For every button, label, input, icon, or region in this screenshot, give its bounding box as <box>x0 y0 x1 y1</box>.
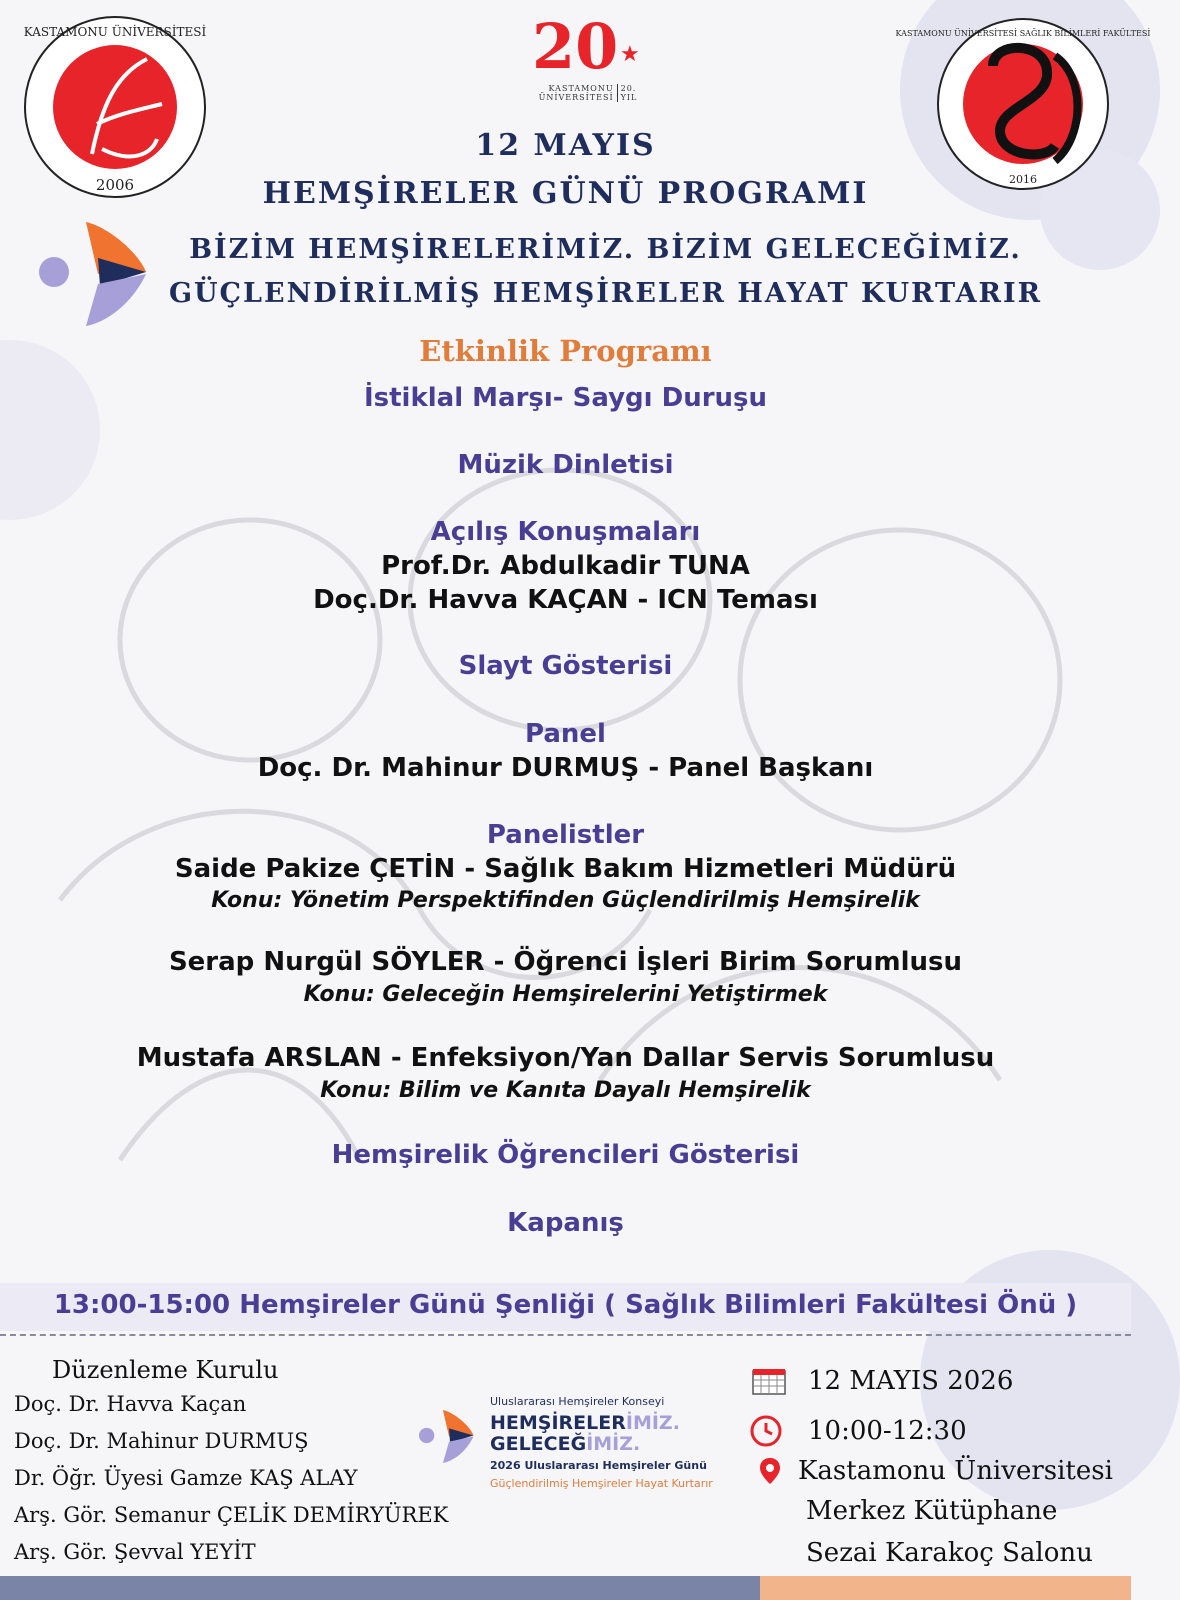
music-item: Müzik Dinletisi <box>457 450 674 480</box>
center-logo-line2: ÜNİVERSİTESİ <box>538 93 614 102</box>
panelists-title: Panelistler <box>486 820 645 850</box>
health-sciences-faculty-logo <box>895 16 1151 192</box>
opening-speaker-2: Doç.Dr. Havva KAÇAN - ICN Teması <box>313 585 818 615</box>
opening-speaker-1: Prof.Dr. Abdulkadir TUNA <box>381 551 750 581</box>
icn-badge-shape-icon <box>418 1410 476 1466</box>
committee-member-2: Doç. Dr. Mahinur DURMUŞ <box>14 1429 309 1453</box>
20th-number: 20 <box>532 10 619 83</box>
icn-line3: 2026 Uluslararası Hemşireler Günü <box>490 1459 707 1472</box>
event-location-line1: Kastamonu Üniversitesi <box>798 1456 1113 1486</box>
date-title: 12 MAYIS <box>475 128 656 163</box>
location-pin-icon <box>758 1456 782 1486</box>
panelist-1-topic: Konu: Yönetim Perspektifinden Güçlendirilmiş Hemşirelik <box>211 888 920 913</box>
left-logo-year: 2006 <box>95 176 135 194</box>
icn-line1b: İMİZ. <box>625 1412 680 1434</box>
committee-member-3: Dr. Öğr. Üyesi Gamze KAŞ ALAY <box>14 1466 358 1490</box>
anthem-item: İstiklal Marşı- Saygı Duruşu <box>363 383 768 413</box>
icn-badge <box>418 1395 748 1510</box>
kastamonu-university-logo <box>22 14 208 200</box>
panelist-3-name: Mustafa ARSLAN - Enfeksiyon/Yan Dallar Servis Sorumlusu <box>136 1043 995 1073</box>
theme-line-1: BİZİM HEMŞİRELERİMİZ. BİZİM GELECEĞİMİZ. <box>189 234 1022 265</box>
theme-line-2: GÜÇLENDİRİLMİŞ HEMŞİRELER HAYAT KURTARIR <box>168 278 1043 309</box>
event-date: 12 MAYIS 2026 <box>808 1366 1014 1396</box>
panel-chair: Doç. Dr. Mahinur DURMUŞ - Panel Başkanı <box>257 753 874 783</box>
committee-member-5: Arş. Gör. Şevval YEYİT <box>14 1540 256 1564</box>
icn-line2a: GELECEĞ <box>490 1433 587 1455</box>
slides-item: Slayt Gösterisi <box>458 651 673 681</box>
panelist-2-name: Serap Nurgül SÖYLER - Öğrenci İşleri Birim Sorumlusu <box>168 947 963 977</box>
committee-member-4: Arş. Gör. Semanur ÇELİK DEMİRYÜREK <box>14 1503 449 1527</box>
icn-line2b: İMİZ. <box>586 1433 641 1455</box>
center-logo-side1: 20. <box>620 84 637 93</box>
program-heading: Etkinlik Programı <box>419 334 712 368</box>
star-icon: ★ <box>620 42 640 67</box>
panelist-1-name: Saide Pakize ÇETİN - Sağlık Bakım Hizmetleri Müdürü <box>174 854 957 884</box>
event-location-line2: Merkez Kütüphane <box>806 1496 1058 1526</box>
committee-list <box>14 1392 448 1577</box>
icn-line4: Güçlendirilmiş Hemşireler Hayat Kurtarır <box>490 1477 713 1490</box>
event-time: 10:00-12:30 <box>808 1416 967 1446</box>
footer-divider <box>0 1334 1131 1336</box>
panel-title: Panel <box>525 719 606 749</box>
calendar-icon <box>750 1366 788 1396</box>
bottom-bar-right <box>760 1576 1131 1600</box>
program-title: HEMŞİRELER GÜNÜ PROGRAMI <box>262 176 869 211</box>
center-logo-side2: YIL <box>620 93 638 102</box>
event-location-line3: Sezai Karakoç Salonu <box>806 1538 1093 1568</box>
right-logo-year: 2016 <box>1009 173 1037 186</box>
closing-item: Kapanış <box>507 1208 624 1238</box>
panelist-2-topic: Konu: Geleceğin Hemşirelerini Yetiştirmek <box>303 982 828 1007</box>
clock-icon <box>750 1414 788 1448</box>
student-show-item: Hemşirelik Öğrencileri Gösterisi <box>331 1140 800 1170</box>
center-logo-line1: KASTAMONU <box>548 84 614 93</box>
icn-line1a: HEMŞİRELER <box>490 1412 626 1434</box>
left-logo-ring-text: KASTAMONU ÜNİVERSİTESİ <box>23 25 207 39</box>
festival-line: 13:00-15:00 Hemşireler Günü Şenliği ( Sağlık Bilimleri Fakültesi Önü ) <box>53 1290 1078 1320</box>
bottom-bar-left <box>0 1576 760 1600</box>
icn-org: Uluslararası Hemşireler Konseyi <box>490 1395 665 1408</box>
committee-title: Düzenleme Kurulu <box>52 1356 279 1384</box>
opening-title: Açılış Konuşmaları <box>430 517 701 547</box>
committee-member-1: Doç. Dr. Havva Kaçan <box>14 1392 247 1416</box>
20th-year-logo <box>528 10 648 118</box>
right-logo-ring-text: KASTAMONU ÜNİVERSİTESİ SAĞLIK BİLİMLERİ FAKÜLTESİ <box>895 29 1151 38</box>
panelist-3-topic: Konu: Bilim ve Kanıta Dayalı Hemşirelik <box>320 1078 811 1103</box>
